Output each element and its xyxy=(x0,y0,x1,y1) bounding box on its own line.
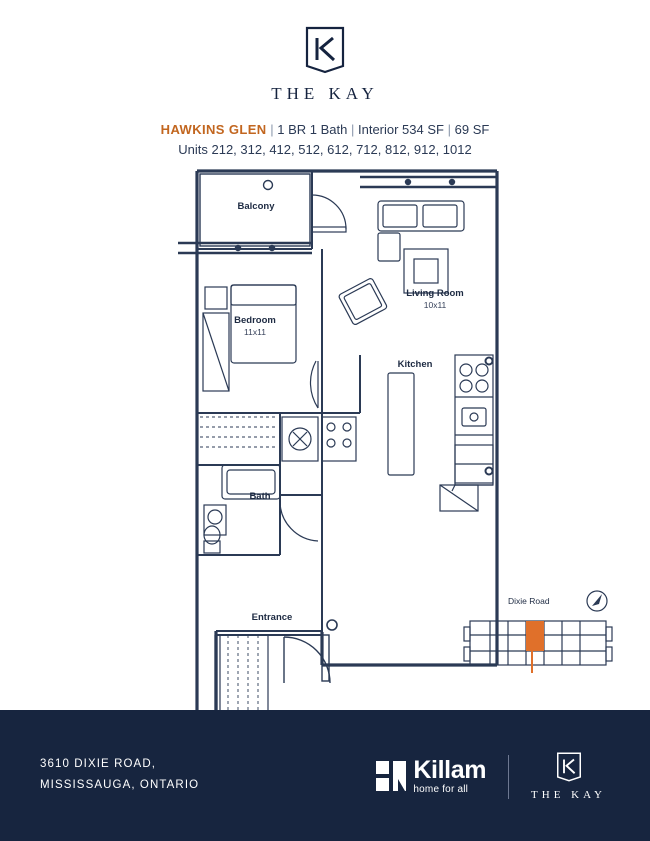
killam-tagline: home for all xyxy=(413,784,469,795)
footer-divider xyxy=(508,755,509,799)
north-arrow-icon xyxy=(587,591,607,611)
room-label-balcony: Balcony xyxy=(237,201,275,212)
brand-name: THE KAY xyxy=(271,84,379,103)
kay-logo xyxy=(531,752,606,801)
building-keyplan-icon xyxy=(462,589,622,699)
exterior-area: 69 SF xyxy=(454,122,490,137)
interior-area: Interior 534 SF xyxy=(357,122,444,137)
killam-logo-icon xyxy=(376,761,406,793)
room-label-living-room: Living Room 10x11 xyxy=(377,288,493,311)
document-header xyxy=(0,0,650,157)
room-label-bath: Bath xyxy=(249,491,271,502)
killam-name: Killam xyxy=(413,756,487,784)
killam-logo xyxy=(376,758,486,795)
kay-footer-name: THE KAY xyxy=(531,789,606,801)
property-address xyxy=(40,754,199,797)
summary-separator-1: | xyxy=(270,122,274,137)
address-line-1: 3610 DIXIE ROAD, xyxy=(40,758,157,770)
room-label-kitchen: Kitchen xyxy=(397,359,433,370)
room-label-entrance: Entrance xyxy=(251,612,293,623)
footer-logos xyxy=(376,752,606,801)
summary-separator-2: | xyxy=(350,122,355,137)
room-label-bedroom: Bedroom 11x11 xyxy=(205,315,305,338)
brand-lockup xyxy=(0,26,650,104)
beds-baths: 1 BR 1 Bath xyxy=(277,122,348,137)
floor-plan xyxy=(0,165,650,710)
plan-name: HAWKINS GLEN xyxy=(160,122,267,137)
plan-summary xyxy=(0,122,650,137)
key-plan-street-label: Dixie Road xyxy=(508,596,550,606)
address-line-2: MISSISSAUGA, ONTARIO xyxy=(40,779,200,792)
living-room-dimensions: 10x11 xyxy=(423,299,447,310)
bedroom-dimensions: 11x11 xyxy=(244,326,266,337)
kay-monogram-icon xyxy=(555,752,583,782)
summary-separator-3: | xyxy=(447,122,451,137)
kay-monogram-icon xyxy=(303,26,347,74)
keyplan-unit-highlight xyxy=(526,621,544,651)
document-footer xyxy=(0,710,650,841)
unit-numbers: Units 212, 312, 412, 512, 612, 712, 812, 912, 1012 xyxy=(178,142,472,157)
